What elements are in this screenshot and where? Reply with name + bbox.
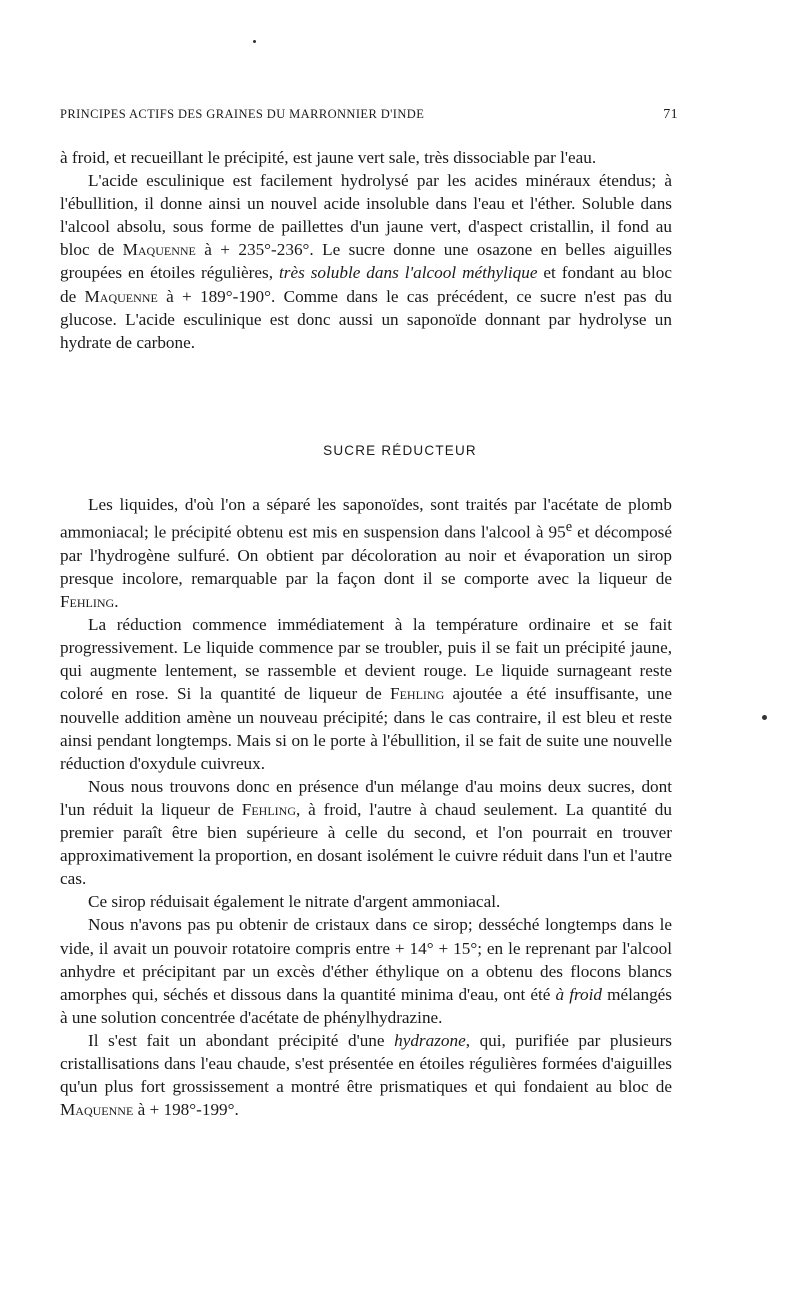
text-run: Il s'est fait un abondant précipité d'une (88, 1030, 395, 1050)
text-run: ajoutée a été insuffisante, une nouvelle addition amène un nouveau précipité; dans le cas contraire, il est bleu et reste ainsi pendant longtemps. Mais si on le porte à l'ébullition, il se fait de suite une nouvelle réduction d'oxydule cuivreux. (60, 684, 672, 773)
author-name: Maquenne (84, 286, 158, 306)
paragraph (60, 493, 672, 613)
text-run: Les liquides, d'où l'on a séparé les saponoïdes, sont traités par l'acétate de plomb ammoniacal; le précipité obtenu est mis en suspension dans l'alcool à 95 (60, 495, 672, 542)
italic-run: très soluble dans l'alcool méthylique (278, 263, 538, 283)
section-heading: SUCRE RÉDUCTEUR (323, 443, 477, 458)
text-run: et fondant au bloc de (60, 263, 672, 306)
text-run: Nous nous trouvons donc en présence d'un mélange d'au moins deux sucres, dont l'un réduit la liqueur de (60, 776, 672, 819)
author-name: Fehling (390, 684, 445, 704)
text-run: La réduction commence immédiatement à la température ordinaire et se fait progressivement. Le liquide commence par se troubler, puis il se fait un précipité jaune, qui augmente lentement, se rassemble et devient rouge. Le liquide surnageant reste coloré en rose. Si la quantité de liqueur de (60, 615, 672, 704)
author-name: Maquenne (122, 240, 196, 260)
text-run: à + 235°-236°. Le sucre donne une osazone en belles aiguilles groupées en étoiles régulières, (60, 240, 672, 283)
author-name: Fehling (241, 799, 297, 819)
author-name: Maquenne (60, 1100, 134, 1120)
author-name: Fehling (60, 592, 115, 612)
text-run: . (114, 592, 119, 612)
paragraph (60, 913, 672, 1028)
italic-run: à froid (555, 984, 602, 1004)
paragraph: à froid, et recueillant le précipité, est jaune vert sale, très dissociable par l'eau. (60, 148, 597, 167)
paragraph (60, 1029, 672, 1121)
text-run: à + 198°-199°. (133, 1100, 239, 1120)
paragraph (60, 169, 672, 354)
print-speck (762, 715, 767, 720)
text-run: L'acide esculinique est facilement hydrolysé par les acides minéraux étendus; à l'ébullition, il donne ainsi un nouvel acide insoluble dans l'eau et l'éther. Soluble dans l'alcool absolu, sous forme de paillettes d'un jaune vert, d'aspect cristallin, il fond au bloc de (60, 171, 672, 260)
paragraph: Ce sirop réduisait également le nitrate d'argent ammoniacal. (88, 892, 501, 912)
text-block-2 (60, 493, 672, 1121)
running-header (60, 107, 678, 123)
text-run: Nous n'avons pas pu obtenir de cristaux dans ce sirop; desséché longtemps dans le vide, il avait un pouvoir rotatoire compris entre + 14° + 15°; en le reprenant par l'alcool anhydre et précipitant par un excès d'éther éthylique on a obtenu des flocons blancs amorphes qui, séchés et dissous dans la quantité minima d'eau, ont été (60, 915, 672, 1004)
running-title: PRINCIPES ACTIFS DES GRAINES DU MARRONNIER D'INDE (60, 107, 425, 121)
superscript: e (565, 519, 573, 536)
print-speck (253, 40, 256, 43)
text-run: , qui, purifiée par plusieurs cristallisations dans l'eau chaude, s'est présentée en étoiles régulières formées d'aiguilles qu'un plus fort grossissement a montré être prismatiques et qui fondaient au bloc de (60, 1030, 672, 1097)
text-run: et décomposé par l'hydrogène sulfuré. On obtient par décoloration au noir et évaporation un sirop presque incolore, remarquable par la façon dont il se comporte avec la liqueur de (60, 522, 672, 589)
paragraph (60, 775, 672, 890)
text-run: , à froid, l'autre à chaud seulement. La quantité du premier paraît être bien supérieure à celle du second, et l'on pourrait en trouver approximativement la proportion, en dosant isolément le cuivre réduit dans l'un et l'autre cas. (60, 799, 672, 889)
text-run: à + 189°-190°. Comme dans le cas précédent, ce sucre n'est pas du glucose. L'acide esculinique est donc aussi un saponoïde donnant par hydrolyse un hydrate de carbone. (60, 286, 672, 352)
italic-run: hydrazone (394, 1030, 466, 1050)
paragraph (60, 613, 672, 775)
text-block-1 (60, 146, 672, 354)
text-run: mélangés à une solution concentrée d'acétate de phénylhydrazine. (60, 984, 672, 1027)
page-number: 71 (663, 107, 678, 122)
